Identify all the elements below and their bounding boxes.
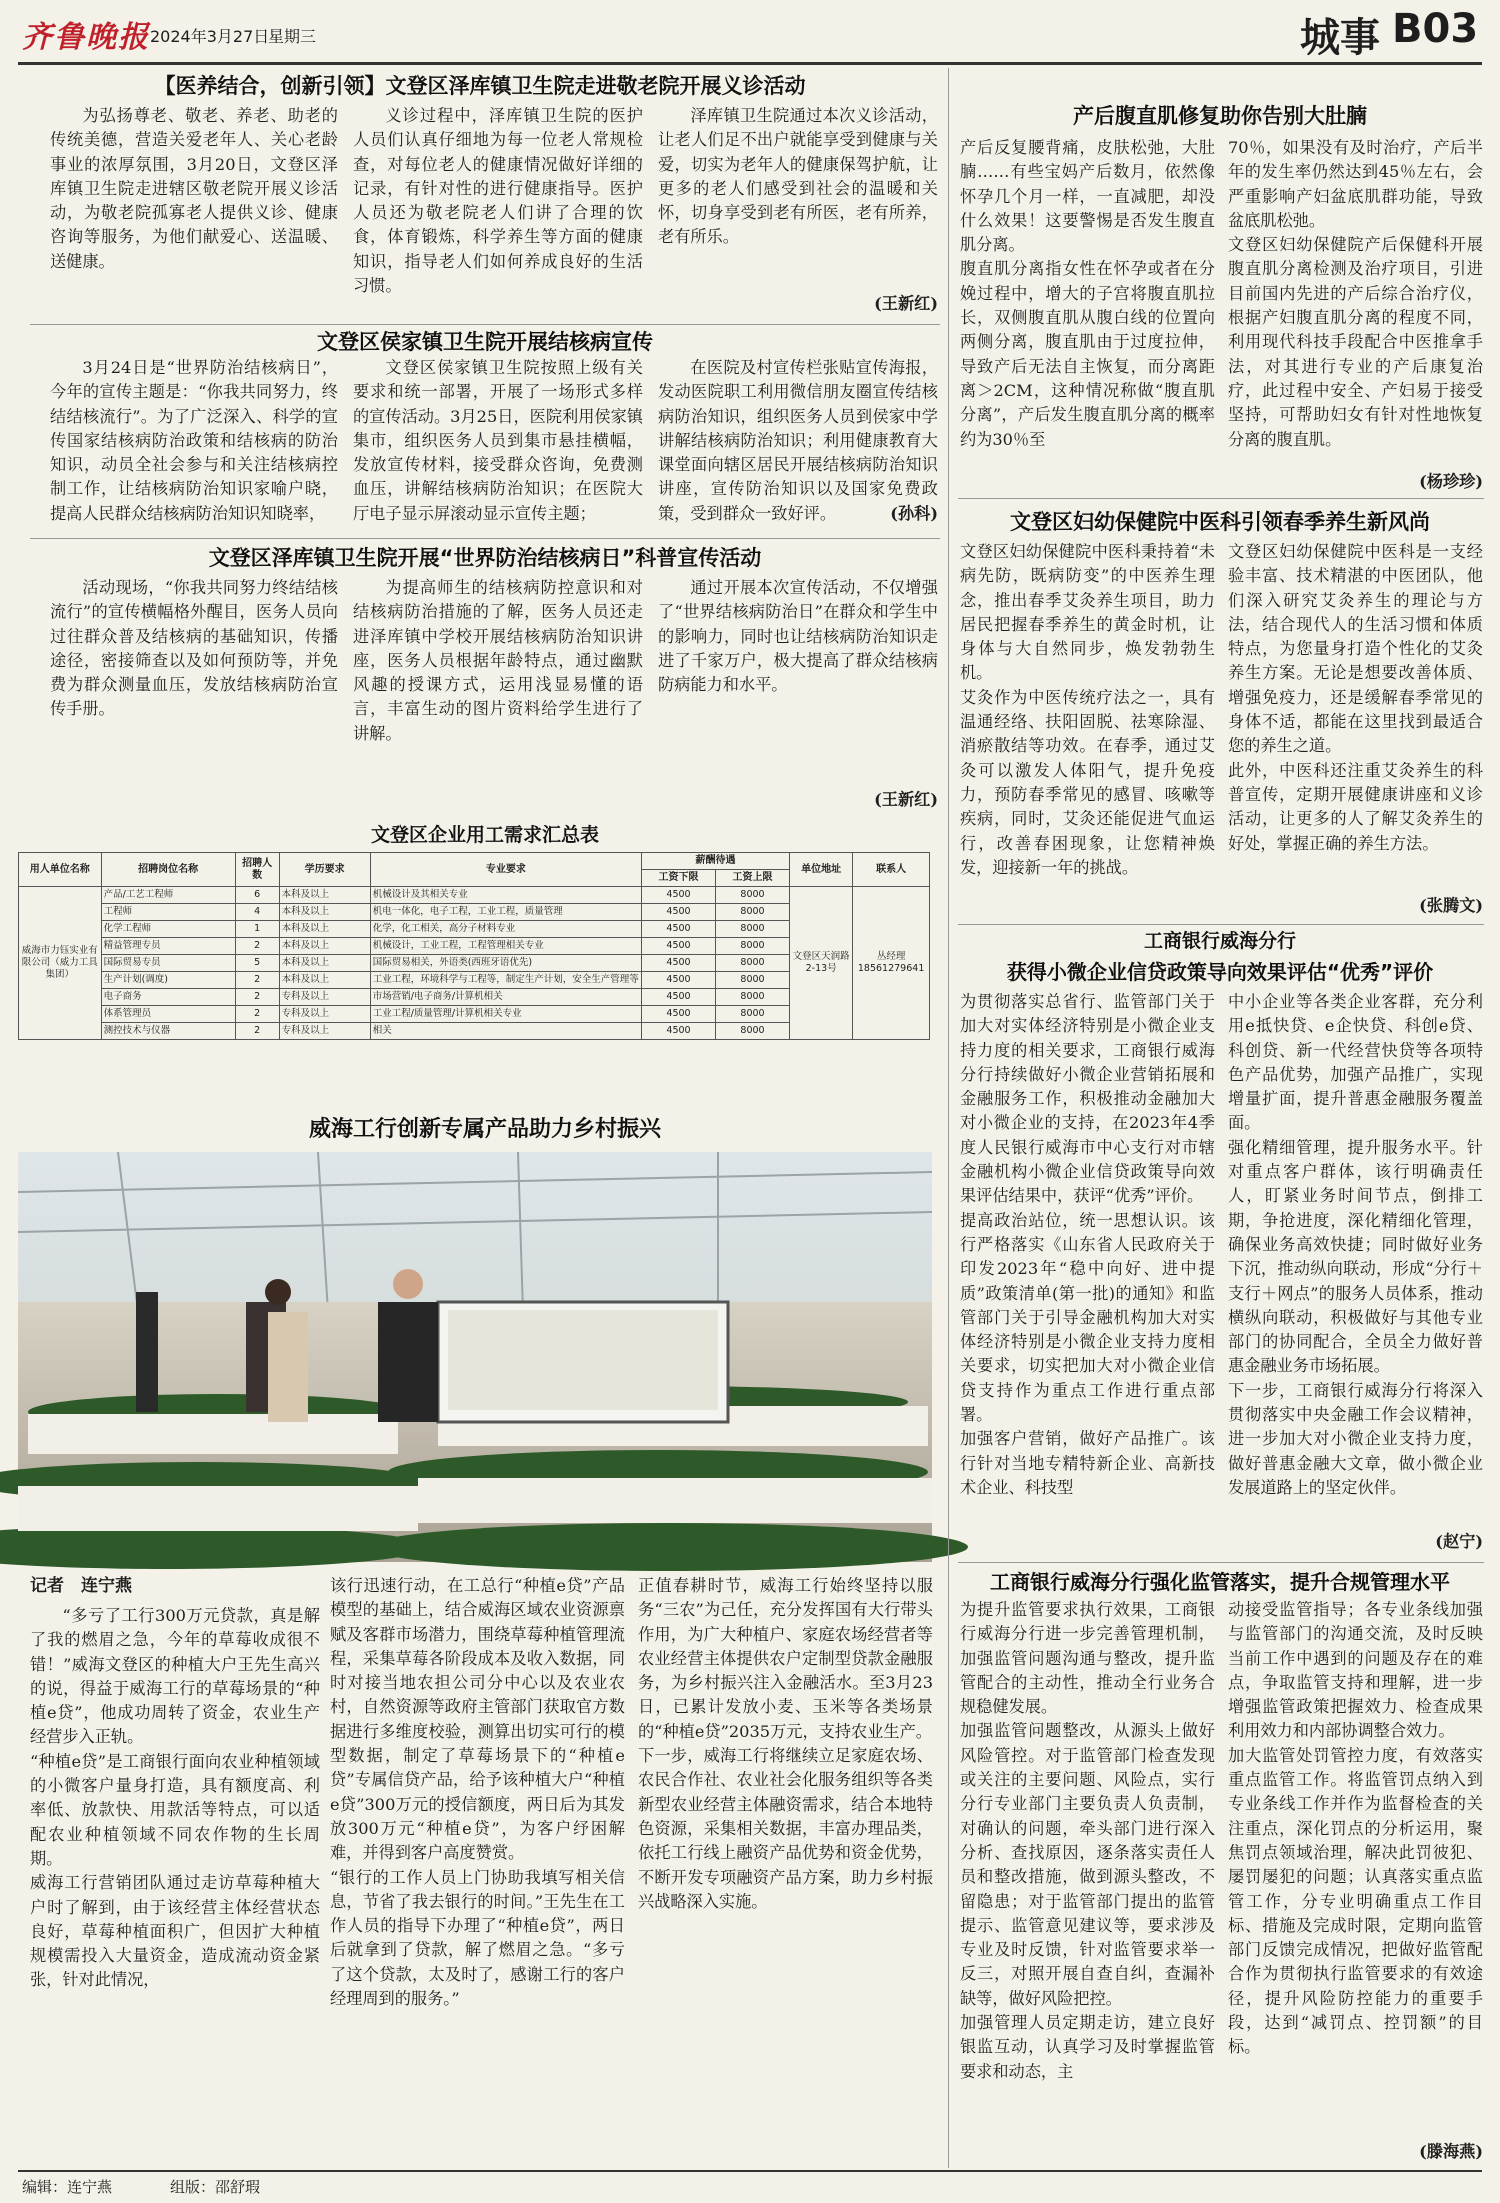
table-title: 文登区企业用工需求汇总表 [370, 824, 599, 846]
cell-major: 机电一体化，电子工程，工业工程，质量管理 [370, 904, 641, 921]
a7-col2: 中小企业等各类企业客群，充分利用e抵快贷、e企快贷、科创e贷、科创贷、新一代经营快贷等各项特色产品优势，加强产品推广，实现增量扩面，提升普惠金融服务覆盖面。 强化精细管理，提升服务水平。针对重点客户群体，该行明确责任人，盯紧业务时间节点，倒排工期，争抢进度，深化精细化管理，确保业务高效快捷；同时做好业务下沉，推动纵向联动，形成“分行＋支行＋网点”的服务人员体系，推动横纵向联动，积极做好与其他专业部门的协同配合，全员全力做好普惠金融业务市场拓展。 下一步，工商银行威海分行将深入贯彻落实中央金融工作会议精神，进一步加大对小微企业支持力度，做好普惠金融大文章，做小微企业发展道路上的坚定伙伴。 [1228, 992, 1483, 1497]
greenhouse-photo [18, 1152, 932, 1562]
cell-count: 4 [235, 904, 279, 921]
a7-byline: (赵宁) [1435, 1532, 1483, 1551]
cell-position: 国际贸易专员 [101, 955, 235, 972]
cell-salary-low: 4500 [642, 904, 716, 921]
cell-major: 机械设计及其相关专业 [370, 887, 641, 904]
cell-salary-low: 4500 [642, 921, 716, 938]
a5-col1: 产后反复腰背痛，皮肤松弛，大肚腩……有些宝妈产后数月，依然像怀孕几个月一样，一直减肥，却没什么效果！这要警惕是否发生腹直肌分离。 腹直肌分离指女性在怀孕或者在分娩过程中，增大的子宫将腹直肌拉长，双侧腹直肌从腹白线的位置向两侧分离，腹直肌由于过度拉伸，导致产后无法自主恢复，而分离距离＞2CM，这种情况称做“腹直肌分离”，产后发生腹直肌分离的概率约为30％至 [960, 138, 1215, 449]
cell-education: 本科及以上 [279, 972, 370, 989]
cell-count: 2 [235, 938, 279, 955]
cell-position: 精益管理专员 [101, 938, 235, 955]
cell-salary-high: 8000 [716, 904, 790, 921]
cell-position: 生产计划(调度) [101, 972, 235, 989]
cell-salary-high: 8000 [716, 972, 790, 989]
cell-salary-high: 8000 [716, 938, 790, 955]
a2-col2: 文登区侯家镇卫生院按照上级有关要求和统一部署，开展了一场形式多样的宣传活动。3月25日，医院利用侯家镇集市，组织医务人员到集市悬挂横幅，发放宣传材料，接受群众咨询，免费测血压，讲解结核病防治知识；在医院大厅电子显示屏滚动显示宣传主题； [353, 358, 643, 523]
cell-count: 6 [235, 887, 279, 904]
cell-education: 本科及以上 [279, 887, 370, 904]
cell-salary-low: 4500 [642, 972, 716, 989]
cell-count: 2 [235, 989, 279, 1006]
cell-salary-high: 8000 [716, 921, 790, 938]
a6-title: 文登区妇幼保健院中医科引领春季养生新风尚 [1010, 510, 1430, 534]
cell-position: 测控技术与仪器 [101, 1023, 235, 1040]
cell-count: 1 [235, 921, 279, 938]
cell-major: 化学，化工相关，高分子材料专业 [370, 921, 641, 938]
th-company: 用人单位名称 [19, 853, 102, 887]
cell-major: 工业工程/质量管理/计算机相关专业 [370, 1006, 641, 1023]
masthead [0, 0, 1500, 68]
cell-education: 本科及以上 [279, 955, 370, 972]
cell-education: 专科及以上 [279, 1006, 370, 1023]
cell-salary-low: 4500 [642, 989, 716, 1006]
cell-major: 机械设计，工业工程，工程管理相关专业 [370, 938, 641, 955]
table-row [19, 887, 930, 904]
cell-major: 工业工程，环境科学与工程等，制定生产计划，安全生产管理等 [370, 972, 641, 989]
th-salary-high: 工资上限 [716, 870, 790, 887]
a1-col3: 泽库镇卫生院通过本次义诊活动，让老人们足不出户就能享受到健康与关爱，切实为老年人的健康保驾护航，让更多的老人们感受到社会的温暖和关怀，切身享受到老有所医，老有所养，老有所乐。 [658, 106, 938, 247]
th-major: 专业要求 [370, 853, 641, 887]
footer-rule [18, 2170, 1482, 2172]
a8-col2: 动接受监管指导；各专业条线加强与监管部门的沟通交流，及时反映当前工作中遇到的问题及存在的难点，争取监管支持和理解，进一步增强监管政策把握效力、检查成果利用效力和内部协调整合效力。 加大监管处罚管控力度，有效落实重点监管工作。将监管罚点纳入到专业条线工作并作为监督检查的关注重点，深化罚点的分析运用，聚焦罚点领域治理，解决此罚彼犯、屡罚屡犯的问题；认真落实重点监管工作，分专业明确重点工作目标、措施及完成时限，定期向监管部门反馈完成情况，把做好监管配合作为贯彻执行监管要求的有效途径，提升风险防控能力的重要手段，达到“减罚点、控罚额”的目标。 [1228, 1600, 1483, 2057]
jobs-table [18, 852, 930, 1040]
cell-position: 化学工程师 [101, 921, 235, 938]
cell-salary-low: 4500 [642, 955, 716, 972]
cell-major: 相关 [370, 1023, 641, 1040]
cell-count: 2 [235, 972, 279, 989]
cell-salary-low: 4500 [642, 938, 716, 955]
cell-salary-high: 8000 [716, 1023, 790, 1040]
a5-byline: (杨珍珍) [1419, 472, 1483, 491]
a2-byline: (孙科) [890, 504, 938, 523]
a3-col1: 活动现场，“你我共同努力终结结核流行”的宣传横幅格外醒目，医务人员向过往群众普及结核病的基础知识，传播途径，密接筛查以及如何预防等，并免费为群众测量血压，发放结核病防治宣传手册。 [50, 578, 338, 719]
cell-salary-low: 4500 [642, 887, 716, 904]
a4-reporter: 记者 连宁燕 [30, 1576, 132, 1596]
th-salary-low: 工资下限 [642, 870, 716, 887]
cell-salary-high: 8000 [716, 1006, 790, 1023]
cell-salary-high: 8000 [716, 887, 790, 904]
a8-byline: (滕海燕) [1419, 2142, 1483, 2161]
a1-col2: 义诊过程中，泽库镇卫生院的医护人员们认真仔细地为每一位老人常规检查，对每位老人的健康情况做好详细的记录，有针对性的进行健康指导。医护人员还为敬老院老人们讲了合理的饮食，体育锻炼，科学养生等方面的健康知识，指导老人们如何养成良好的生活习惯。 [353, 106, 643, 296]
cell-education: 本科及以上 [279, 938, 370, 955]
th-contact: 联系人 [853, 853, 930, 887]
a4-col1: “多亏了工行300万元贷款，真是解了我的燃眉之急，今年的草莓收成很不错！”威海文登区的种植大户王先生高兴的说，得益于威海工行的草莓场景的“种植e贷”，他成功周转了资金，农业生产经营步入正轨。 “种植e贷”是工商银行面向农业种植领域的小微客户量身打造，具有额度高、利率低、放款快、用款活等特点，可以适配农业种植领域不同农作物的生长周期。 威海工行营销团队通过走访草莓种植大户时了解到，由于该经营主体经营状态良好，草莓种植面积广，但因扩大种植规模需投入大量资金，造成流动资金紧张，针对此情况， [30, 1606, 320, 1990]
a2-col1: 3月24日是“世界防治结核病日”，今年的宣传主题是：“你我共同努力，终结结核流行”。为了广泛深入、科学的宣传国家结核病防治政策和结核病的防治知识，动员全社会参与和关注结核病控制工作，让结核病防治知识家喻户晓，提高人民群众结核病防治知识知晓率， [50, 358, 338, 523]
cell-count: 5 [235, 955, 279, 972]
a5-title: 产后腹直肌修复助你告别大肚腩 [1073, 104, 1367, 128]
paper-logo: 齐鲁晚报 [22, 20, 150, 55]
a7-col1: 为贯彻落实总省行、监管部门关于加大对实体经济特别是小微企业支持力度的相关要求，工商银行威海分行持续做好小微企业营销拓展和金融服务工作，积极推动金融加大对小微企业的支持，在2023年4季度人民银行威海市中心支行对市辖金融机构小微企业信贷政策导向效果评估结果中，获评“优秀”评价。 提高政治站位，统一思想认识。该行严格落实《山东省人民政府关于印发2023年“稳中向好、进中提质”政策清单(第一批)的通知》和监管部门关于引导金融机构加大对实体经济特别是小微企业支持力度相关要求，切实把加大对小微企业信贷支持作为重点工作进行重点部署。 加强客户营销，做好产品推广。该行针对当地专精特新企业、高新技术企业、科技型 [960, 992, 1215, 1497]
a8-title: 工商银行威海分行强化监管落实，提升合规管理水平 [990, 1570, 1450, 1594]
a4-col2: 该行迅速行动，在工总行“种植e贷”产品模型的基础上，结合威海区域农业资源禀赋及客群市场潜力，围绕草莓种植管理流程，采集草莓各阶段成本及收入数据，同时对接当地农担公司分中心以及农业农村，自然资源等政府主管部门获取官方数据进行多维度校验，测算出切实可行的模型数据，制定了草莓场景下的“种植e贷”专属信贷产品，给予该种植大户“种植e贷”300万元的授信额度，两日后为其发放300万元“种植e贷”，为客户纾困解难，并得到客户高度赞赏。 “银行的工作人员上门协助我填写相关信息，节省了我去银行的时间。”王先生在工作人员的指导下办理了“种植e贷”，两日后就拿到了贷款，解了燃眉之急。“多亏了这个贷款，太及时了，感谢工行的客户经理周到的服务。” [330, 1576, 625, 2009]
footer-editor: 编辑：连宁燕 [22, 2178, 113, 2196]
cell-salary-high: 8000 [716, 989, 790, 1006]
cell-position: 工程师 [101, 904, 235, 921]
issue-date: 2024年3月27日 [150, 27, 270, 46]
cell-education: 本科及以上 [279, 921, 370, 938]
a6-col1: 文登区妇幼保健院中医科秉持着“未病先防，既病防变”的中医养生理念，推出春季艾灸养生项目，助力居民把握春季养生的黄金时机，让身体与大自然同步，焕发勃勃生机。 艾灸作为中医传统疗法之一，具有温通经络、扶阳固脱、祛寒除湿、消瘀散结等功效。在春季，通过艾灸可以激发人体阳气，提升免疫力，预防春季常见的感冒、咳嗽等疾病，同时，艾灸还能促进气血运行，改善春困现象，让您精神焕发，迎接新一年的挑战。 [960, 542, 1215, 877]
a2-col3: 在医院及村宣传栏张贴宣传海报，发动医院职工利用微信朋友圈宣传结核病防治知识，组织医务人员到侯家中学讲解结核病防治知识；利用健康教育大课堂面向辖区居民开展结核病防治知识讲座，宣传防治知识以及国家免费政策，受到群众一致好评。 [658, 358, 938, 523]
cell-contact: 丛经理18561279641 [853, 887, 930, 1040]
issue-weekday: 星期三 [268, 27, 317, 46]
a3-col2: 为提高师生的结核病防控意识和对结核病防治措施的了解，医务人员还走进泽库镇中学校开展结核病防治知识讲座，医务人员根据年龄特点，通过幽默风趣的授课方式，运用浅显易懂的语言，丰富生动的图片资料给学生进行了讲解。 [353, 578, 643, 743]
th-salary: 薪酬待遇 [642, 853, 790, 870]
masthead-rule [18, 62, 1482, 65]
a3-col3: 通过开展本次宣传活动，不仅增强了“世界结核病防治日”在群众和学生中的影响力，同时也让结核病防治知识走进了千家万户，极大提高了群众结核病防病能力和水平。 [658, 578, 938, 695]
cell-major: 国际贸易相关，外语类(西班牙语优先) [370, 955, 641, 972]
cell-salary-low: 4500 [642, 1006, 716, 1023]
page-number: B03 [1392, 6, 1479, 52]
th-count: 招聘人数 [235, 853, 279, 887]
a3-byline: (王新红) [874, 790, 938, 809]
a7-kicker: 工商银行威海分行 [1143, 930, 1296, 952]
a8-col1: 为提升监管要求执行效果，工商银行威海分行进一步完善管理机制，加强监管问题沟通与整改，提升监管配合的主动性，推动全行业务合规稳健发展。 加强监管问题整改，从源头上做好风险管控。对于监管部门检查发现或关注的主要问题、风险点，实行分行专业部门主要负责人负责制，对确认的问题，牵头部门进行深入分析、查找原因，逐条落实责任人员和整改措施，做到源头整改，不留隐患；对于监管部门提出的监管提示、监管意见建议等，要求涉及专业及时反馈，针对监管要求举一反三，对照开展自查自纠，查漏补缺等，做好风险把控。 加强管理人员定期走访，建立良好银监互动，认真学习及时掌握监管要求和动态，主 [960, 1600, 1215, 2081]
a1-title: 【医养结合，创新引领】文登区泽库镇卫生院走进敬老院开展义诊活动 [154, 74, 806, 98]
cell-major: 市场营销/电子商务/计算机相关 [370, 989, 641, 1006]
th-education: 学历要求 [279, 853, 370, 887]
a2-title: 文登区侯家镇卫生院开展结核病宣传 [317, 330, 653, 354]
cell-education: 本科及以上 [279, 904, 370, 921]
cell-count: 2 [235, 1023, 279, 1040]
a1-col1: 为弘扬尊老、敬老、养老、助老的传统美德，营造关爱老年人、关心老龄事业的浓厚氛围，3月20日，文登区泽库镇卫生院走进辖区敬老院开展义诊活动，为敬老院孤寡老人提供义诊、健康咨询等服务，为他们献爱心、送温暖、送健康。 [50, 106, 338, 271]
greenhouse-photo-svg [18, 1152, 932, 1562]
cell-company: 威海市力钰实业有限公司（威力工具集团） [19, 887, 102, 1040]
a7-title: 获得小微企业信贷政策导向效果评估“优秀”评价 [1006, 960, 1434, 984]
cell-education: 专科及以上 [279, 989, 370, 1006]
a4-col3: 正值春耕时节，威海工行始终坚持以服务“三农”为己任，充分发挥国有大行带头作用，为广大种植户、家庭农场经营者等农业经营主体提供农户定制型贷款金融服务，为乡村振兴注入金融活水。至3月23日，已累计发放小麦、玉米等各类场景的“种植e贷”2035万元，支持农业生产。 下一步，威海工行将继续立足家庭农场、农民合作社、农业社会化服务组织等各类新型农业经营主体融资需求，结合本地特色资源，采集相关数据，丰富办理品类，依托工行线上融资产品优势和资金优势，不断开发专项融资产品方案，助力乡村振兴战略深入实施。 [638, 1576, 933, 1911]
cell-count: 2 [235, 1006, 279, 1023]
a1-byline: (王新红) [874, 294, 938, 313]
cell-position: 产品/工艺工程师 [101, 887, 235, 904]
th-address: 单位地址 [790, 853, 853, 887]
a6-col2: 文登区妇幼保健院中医科是一支经验丰富、技术精湛的中医团队，他们深入研究艾灸养生的理论与方法，结合现代人的生活习惯和体质特点，为您量身打造个性化的艾灸养生方案。无论是想要改善体质、增强免疫力，还是缓解春季常见的身体不适，都能在这里找到最适合您的养生之道。 此外，中医科还注重艾灸养生的科普宣传，定期开展健康讲座和义诊活动，让更多的人了解艾灸养生的好处，掌握正确的养生方法。 [1228, 542, 1483, 853]
a4-title: 威海工行创新专属产品助力乡村振兴 [308, 1117, 661, 1142]
a5-col2: 70％，如果没有及时治疗，产后半年的发生率仍然达到45％左右，会严重影响产妇盆底肌群功能，导致盆底肌松弛。 文登区妇幼保健院产后保健科开展腹直肌分离检测及治疗项目，引进目前国内先进的产后综合治疗仪，根据产妇腹直肌分离的程度不同，利用现代科技手段配合中医推拿手法，对其进行专业的产后康复治疗，此过程中安全、产妇易于接受坚持，可帮助妇女有针对性地恢复分离的腹直肌。 [1228, 138, 1483, 449]
cell-address: 文登区天润路2-13号 [790, 887, 853, 1040]
cell-education: 专科及以上 [279, 1023, 370, 1040]
cell-position: 体系管理员 [101, 1006, 235, 1023]
a6-byline: (张腾文) [1419, 896, 1483, 915]
cell-salary-high: 8000 [716, 955, 790, 972]
cell-position: 电子商务 [101, 989, 235, 1006]
th-position: 招聘岗位名称 [101, 853, 235, 887]
jobs-table-wrap [18, 852, 930, 1040]
footer-layout: 组版：邵舒瑕 [170, 2178, 261, 2196]
section-name: 城事 [1300, 15, 1380, 61]
a3-title: 文登区泽库镇卫生院开展“世界防治结核病日”科普宣传活动 [208, 546, 762, 570]
cell-salary-low: 4500 [642, 1023, 716, 1040]
